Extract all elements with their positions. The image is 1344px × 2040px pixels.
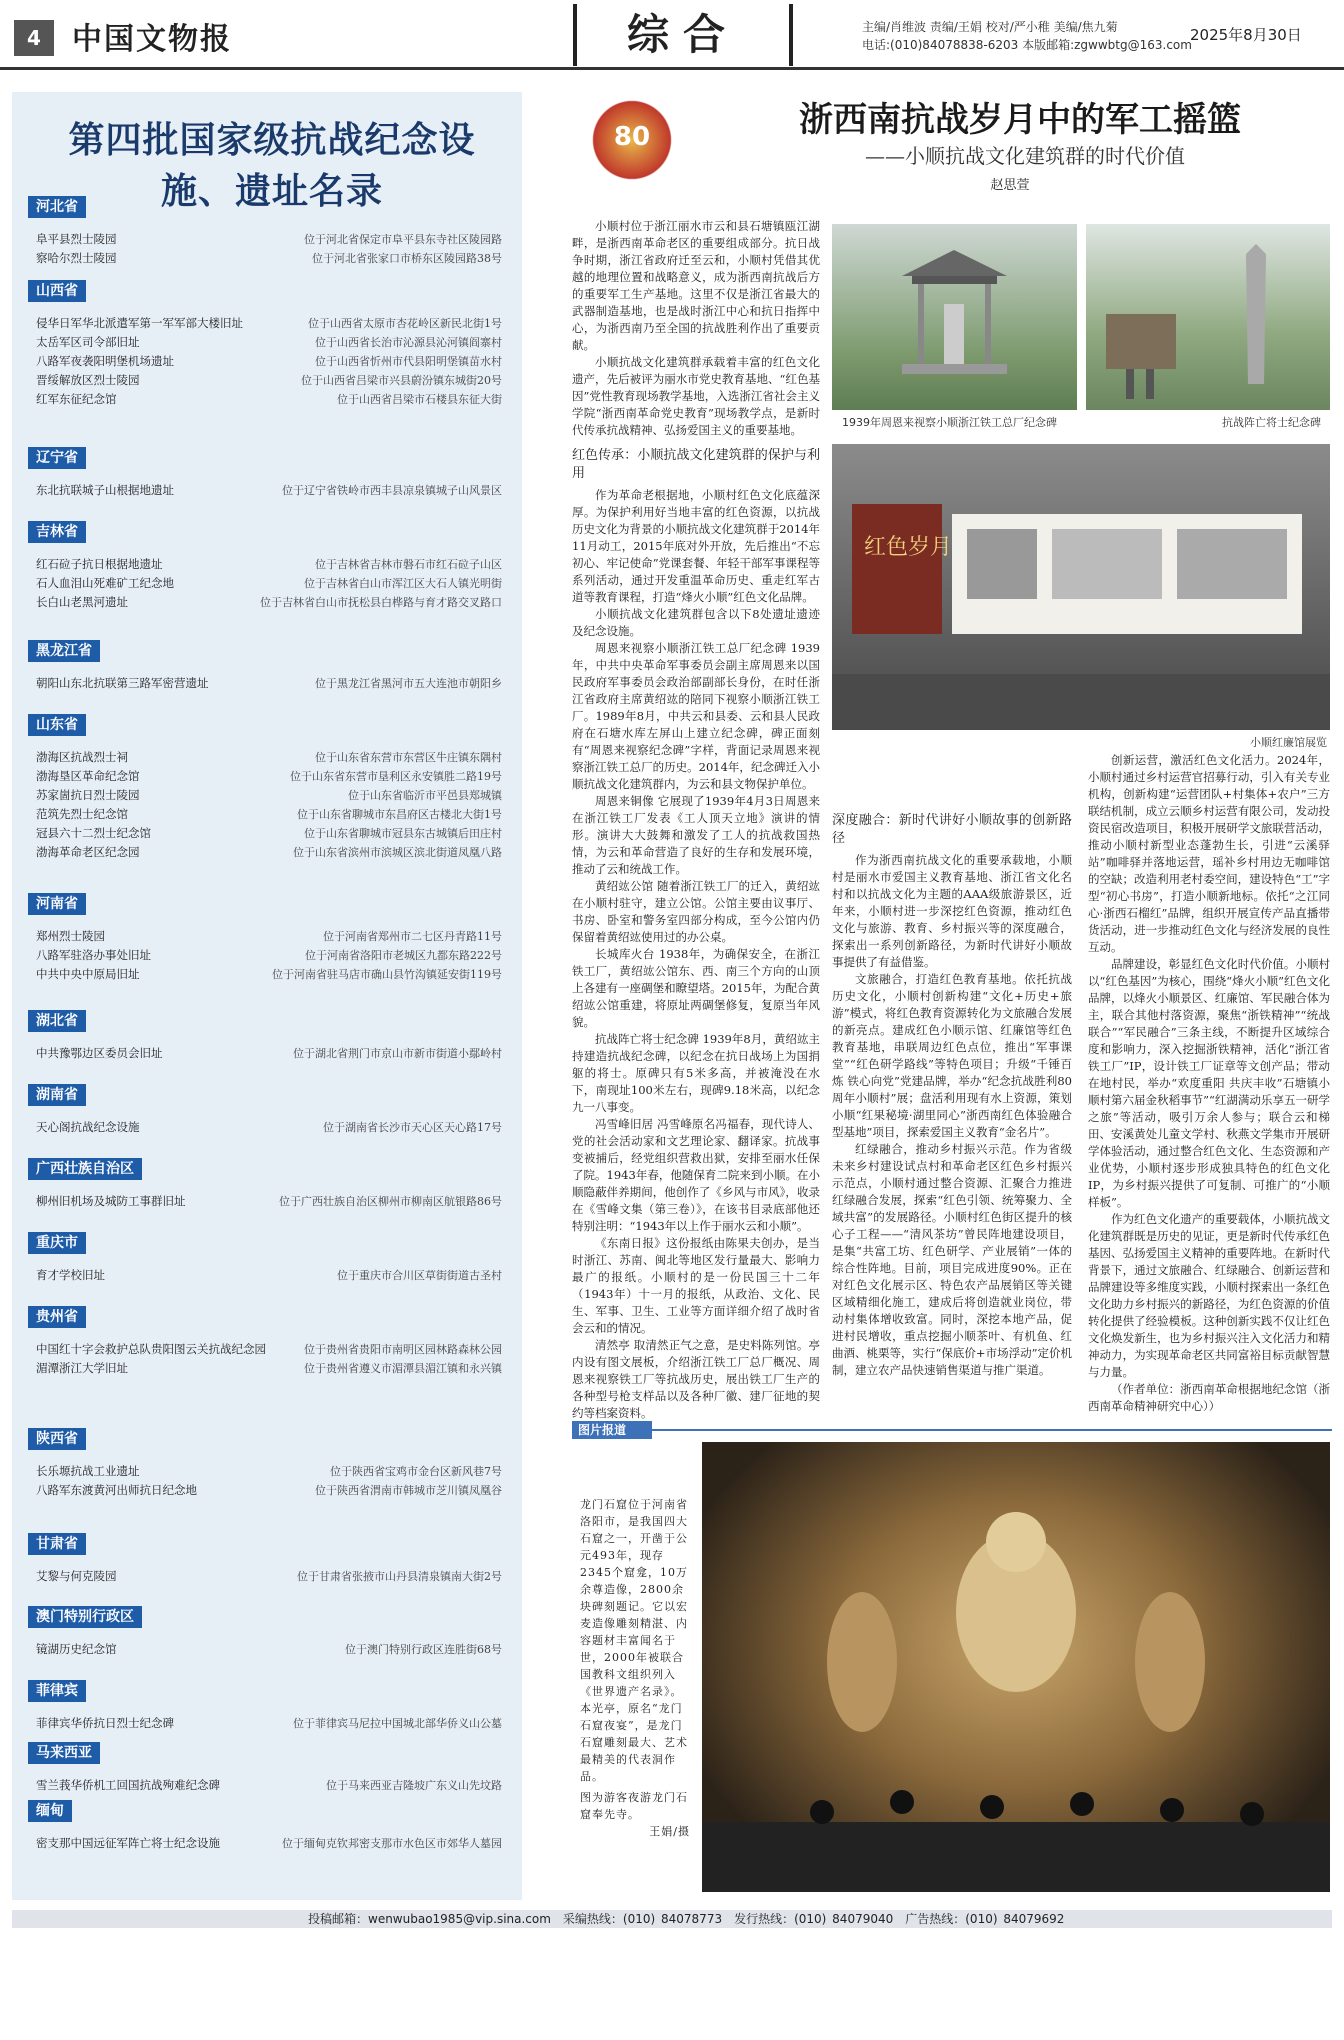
article-author: 赵思萱 xyxy=(990,178,1030,193)
memorial-name: 八路军夜袭阳明堡机场遗址 xyxy=(36,354,174,368)
province-heading: 辽宁省 xyxy=(28,447,86,469)
paragraph: 黄绍竑公馆 随着浙江铁工厂的迁入，黄绍竑在小顺村驻守，建立公馆。公馆主要由议事厅、书房、卧室和警务室四部分构成，至今公馆内仍保留着黄绍竑使用过的办公桌。 xyxy=(572,879,820,944)
memorial-name: 石人血泪山死难矿工纪念地 xyxy=(36,576,174,590)
memorial-address: 位于山西省吕梁市兴县蔚汾镇东城街20号 xyxy=(301,374,502,387)
memorial-address: 位于河北省张家口市桥东区陵园路38号 xyxy=(312,252,502,265)
memorial-address: 位于山东省东营市东营区牛庄镇东隅村 xyxy=(315,751,502,764)
memorial-entry xyxy=(28,1776,502,1795)
province-heading: 吉林省 xyxy=(28,521,86,543)
province-heading: 菲律宾 xyxy=(28,1680,86,1702)
memorial-address: 位于山东省临沂市平邑县郑城镇 xyxy=(348,789,502,802)
newspaper-logo: 中国文物报 xyxy=(72,22,232,57)
memorial-address: 位于河南省驻马店市确山县竹沟镇延安街119号 xyxy=(272,968,502,981)
province-group xyxy=(28,1084,502,1137)
province-group xyxy=(28,1232,502,1285)
paragraph: 小顺村位于浙江丽水市云和县石塘镇瓯江湖畔，是浙西南革命老区的重要组成部分。抗日战争时期，浙江省政府迁至云和，小顺村凭借其优越的地理位置和战略意义，成为浙西南抗战后方的重要军工生产基地。这里不仅是浙江省最大的武器制造基地，也是战时浙江中心和抗日指挥中心，为浙西南乃至全国的抗战胜利作出了重要贡献。 xyxy=(572,219,820,352)
memorial-address: 位于吉林省吉林市磐石市红石砬子山区 xyxy=(315,558,502,571)
footer-contact: 投稿邮箱：wenwubao1985@vip.sina.com 采编热线：(010) 84078773 发行热线：(010) 84079040 广告热线：(010) 84079692 xyxy=(12,1910,1332,1928)
memorial-name: 范筑先烈士纪念馆 xyxy=(36,807,128,821)
province-heading: 贵州省 xyxy=(28,1306,86,1328)
subhead-1: 红色传承：小顺抗战文化建筑群的保护与利用 xyxy=(572,448,820,481)
memorial-name: 渤海革命老区纪念园 xyxy=(36,845,140,859)
memorial-name: 阜平县烈士陵园 xyxy=(36,232,117,246)
memorial-address: 位于山西省忻州市代县阳明堡镇苗水村 xyxy=(315,355,502,368)
memorial-address: 位于吉林省白山市浑江区大石人镇光明街 xyxy=(304,577,502,590)
memorial-entry xyxy=(28,1266,502,1285)
province-heading: 湖南省 xyxy=(28,1084,86,1106)
memorial-entry xyxy=(28,333,502,352)
memorial-entry xyxy=(28,843,502,862)
memorial-address: 位于河南省郑州市二七区丹青路11号 xyxy=(323,930,502,943)
masthead xyxy=(0,0,1344,70)
province-heading: 湖北省 xyxy=(28,1010,86,1032)
memorial-address: 位于黑龙江省黑河市五大连池市朝阳乡 xyxy=(315,677,502,690)
memorial-name: 八路军东渡黄河出师抗日纪念地 xyxy=(36,1483,197,1497)
monument-photo xyxy=(1086,224,1330,410)
section-title: 综合 xyxy=(573,4,793,66)
memorial-name: 朝阳山东北抗联第三路军密营遗址 xyxy=(36,676,209,690)
memorial-address: 位于山西省长治市沁源县沁河镇阎寨村 xyxy=(315,336,502,349)
article-column-3 xyxy=(1088,752,1330,1412)
anniversary-badge: 80 xyxy=(582,100,682,180)
exhibit-sign: 红色岁月 xyxy=(864,535,953,560)
subhead-2: 深度融合：新时代讲好小顺故事的创新路径 xyxy=(832,813,1072,846)
province-group xyxy=(28,1306,502,1378)
province-group xyxy=(28,1428,502,1500)
paragraph: 文旅融合，打造红色教育基地。依托抗战历史文化，小顺村创新构建“文化+历史+旅游”模式，将红色教育资源转化为文旅融合发展的新亮点。建成红色小顺示馆、红廉馆等红色教育基地，串联周边红色点位，推出“军事课堂”“红色研学路线”等特色项目；升级“千锤百炼 铁心向党”党建品牌，举办“纪念抗战胜利80周年小顺村”展；盘活利用现有水上资源，策划小顺“红果秘境·湖里同心”浙西南红色体验融合型基地”项目，探索爱国主义教育“金名片”。 xyxy=(832,972,1072,1139)
memorial-name: 长白山老黑河遗址 xyxy=(36,595,128,609)
memorial-entry xyxy=(28,230,502,249)
memorial-entry xyxy=(28,481,502,500)
paragraph: 作为革命老根据地，小顺村红色文化底蕴深厚。为保护利用好当地丰富的红色资源，以抗战历史文化为背景的小顺抗战文化建筑群于2014年11月动工，2015年底对外开放，先后推出“不忘初心、牢记使命”党课套餐、年轻干部军事课程等系列活动，通过开发重温革命历史、重走红军古道等教育课程，打造“烽火小顺”红色文化品牌。 xyxy=(572,488,820,604)
memorial-name: 菲律宾华侨抗日烈士纪念碑 xyxy=(36,1716,174,1730)
province-heading: 缅甸 xyxy=(28,1800,72,1822)
memorial-address: 位于山东省东营市垦利区永安镇胜二路19号 xyxy=(290,770,502,783)
longmen-grottoes-photo xyxy=(702,1442,1330,1892)
photo-caption-2: 抗战阵亡将士纪念碑 xyxy=(1222,416,1321,429)
province-heading: 陕西省 xyxy=(28,1428,86,1450)
province-heading: 甘肃省 xyxy=(28,1533,86,1555)
memorial-address: 位于贵州省遵义市湄潭县湄江镇和永兴镇 xyxy=(304,1362,502,1375)
paragraph: 红绿融合，推动乡村振兴示范。作为省级未来乡村建设试点村和革命老区红色乡村振兴示范点，小顺村通过整合资源、汇聚合力推进红绿融合发展，探索“红色引领、统筹聚力、全域共富”的发展路径。小顺村红色街区提升的核心子工程——“清风茶坊”曾民阵地建设项目，是集“共富工坊、红色研学、产业展销”一体的综合性阵地。目前，项目完成进度90%。正在对红色文化展示区、特色农产品展销区等关键区域精细化施工，建成后将创造就业岗位，带动村集体增收致富。同时，深挖本地产品，促进村民增收，重点挖掘小顺茶叶、有机鱼、红曲酒、桃栗等，实行“保底价+市场浮动”定价机制，建立农产品快速销售渠道与推广渠道。 xyxy=(832,1142,1072,1377)
province-group xyxy=(28,196,502,268)
memorial-address: 位于陕西省渭南市韩城市芝川镇凤凰谷 xyxy=(315,1484,502,1497)
memorial-address: 位于河北省保定市阜平县东寺社区陵园路 xyxy=(304,233,502,246)
memorial-entry xyxy=(28,1044,502,1063)
memorial-entry xyxy=(28,1640,502,1659)
memorial-address: 位于缅甸克钦邦密支那市水色区市郊华人墓园 xyxy=(282,1837,502,1850)
photo-report-label: 图片报道 xyxy=(572,1421,652,1439)
memorial-entry xyxy=(28,927,502,946)
paragraph: 周恩来铜像 它展现了1939年4月3日周恩来在浙江铁工厂发表《工人顶天立地》演讲的情形。演讲大大鼓舞和激发了工人的抗战救国热情，为云和革命营造了良好的生存和发展环境，推动了云和统战工作。 xyxy=(572,794,820,876)
memorial-address: 位于湖北省荆门市京山市新市街道小鄢岭村 xyxy=(293,1047,502,1060)
memorial-entry xyxy=(28,314,502,333)
paragraph: 作为浙西南抗战文化的重要承载地，小顺村是丽水市爱国主义教育基地、浙江省文化名村和以抗战文化为主题的AAA级旅游景区，近年来，小顺村进一步深挖红色资源，推动红色文化与旅游、教育、乡村振兴等的深度融合，探索出一系列创新路径，为新时代讲好小顺故事提供了有益借鉴。 xyxy=(832,853,1072,969)
memorial-name: 红军东征纪念馆 xyxy=(36,392,117,406)
memorial-entry xyxy=(28,1118,502,1137)
memorial-entry xyxy=(28,824,502,843)
memorial-entry xyxy=(28,249,502,268)
memorial-address: 位于甘肃省张掖市山丹县清泉镇南大街2号 xyxy=(297,1570,502,1583)
issue-date: 2025年8月30日 xyxy=(1190,26,1302,44)
province-group xyxy=(28,1533,502,1586)
province-group xyxy=(28,640,502,693)
photo-caption-1: 1939年周恩来视察小顺浙江铁工总厂纪念碑 xyxy=(842,416,1057,429)
memorial-pavilion-photo xyxy=(832,224,1077,410)
memorial-name: 中国红十字会救护总队贵阳图云关抗战纪念园 xyxy=(36,1342,266,1356)
memorial-entry xyxy=(28,748,502,767)
memorial-address: 位于重庆市合川区草街街道古圣村 xyxy=(337,1269,502,1282)
memorial-entry xyxy=(28,390,502,409)
paragraph: 《东南日报》这份报纸由陈果夫创办，是当时浙江、苏南、闽北等地区发行量最大、影响力最广的报纸。小顺村的是一份民国三十二年（1943年）十一月的报纸，从政治、文化、民生、军事、卫生、工业等方面详细介绍了战时省会云和的情况。 xyxy=(572,1236,820,1335)
memorial-address: 位于山东省聊城市东昌府区古楼北大街1号 xyxy=(297,808,502,821)
memorial-address: 位于澳门特别行政区连胜街68号 xyxy=(345,1643,502,1656)
province-heading: 山东省 xyxy=(28,714,86,736)
paragraph: 小顺抗战文化建筑群包含以下8处遗址遗迹及纪念设施。 xyxy=(572,607,820,638)
memorial-name: 苏家崮抗日烈士陵园 xyxy=(36,788,140,802)
list-title: 第四批国家级抗战纪念设施、遗址名录 xyxy=(68,119,476,212)
photo-report-caption: 龙门石窟位于河南省洛阳市，是我国四大石窟之一，开凿于公元493年，现存2345个窟龛，10万余尊造像，2800余块碑刻题记。它以宏麦造像雕刻精湛、内容题材丰富闻名于世，2000年被联合国教科文组织列入《世界遗产名录》。本光亭，原名“龙门石窟夜宴”，是龙门石窟雕刻最大、艺术最精美的代表洞作品。 图为游客夜游龙门石窟奉先寺。 王娟/摄 xyxy=(580,1498,690,1838)
paragraph: 小顺抗战文化建筑群承载着丰富的红色文化遗产，先后被评为丽水市党史教育基地、“红色基因”党性教育现场教学基地，入选浙江省社会主义学院“浙西南革命党史教育”现场教学点，是新时代传承抗战精神、弘扬爱国主义的重要基地。 xyxy=(572,355,820,437)
memorial-entry xyxy=(28,1192,502,1211)
memorial-name: 晋绥解放区烈士陵园 xyxy=(36,373,140,387)
memorial-address: 位于山东省聊城市冠县东古城镇后田庄村 xyxy=(304,827,502,840)
article-subtitle: ——小顺抗战文化建筑群的时代价值 xyxy=(865,144,1185,168)
memorial-entry xyxy=(28,555,502,574)
article-column-1 xyxy=(572,218,820,1418)
paragraph: 抗战阵亡将士纪念碑 1939年8月，黄绍竑主持建造抗战纪念碑，以纪念在抗日战场上为国捐躯的将士。原碑只有5米多高，并被淹没在水下，南现址100米左右，现碑9.18米高，以纪念九一八事变。 xyxy=(572,1032,820,1114)
memorial-name: 柳州旧机场及城防工事群旧址 xyxy=(36,1194,186,1208)
memorial-entry xyxy=(28,593,502,612)
memorial-name: 雪兰莪华侨机工回国抗战殉难纪念碑 xyxy=(36,1778,220,1792)
province-heading: 重庆市 xyxy=(28,1232,86,1254)
memorial-address: 位于菲律宾马尼拉中国城北部华侨义山公墓 xyxy=(293,1717,502,1730)
memorial-entry xyxy=(28,805,502,824)
memorial-name: 中共中央中原局旧址 xyxy=(36,967,140,981)
paragraph: 周恩来视察小顺浙江铁工总厂纪念碑 1939年，中共中央革命军事委员会副主席周恩来以国民政府军事委员会政治部副部长身份，在时任浙江省政府主席黄绍竑的陪同下视察小顺浙江铁工厂。1989年8月，中共云和县委、云和县人民政府在石塘水库左屏山上建立纪念碑，碑正面刻有“周恩来视察纪念碑”字样，背面记录周恩来视察浙江铁工总厂的历史。2014年，纪念碑迁入小顺抗战文化建筑群内，为云和县文物保护单位。 xyxy=(572,641,820,791)
memorial-name: 渤海区抗战烈士祠 xyxy=(36,750,128,764)
province-group xyxy=(28,1010,502,1063)
memorial-entry xyxy=(28,574,502,593)
memorial-entry xyxy=(28,1462,502,1481)
memorial-name: 渤海垦区革命纪念馆 xyxy=(36,769,140,783)
province-group xyxy=(28,1680,502,1733)
memorial-name: 密支那中国远征军阵亡将士纪念设施 xyxy=(36,1836,220,1850)
photo-caption-3: 小顺红廉馆展览 xyxy=(1250,736,1327,749)
province-heading: 澳门特别行政区 xyxy=(28,1606,142,1628)
province-group xyxy=(28,280,502,409)
memorial-name: 太岳军区司令部旧址 xyxy=(36,335,140,349)
memorial-name: 艾黎与何克陵园 xyxy=(36,1569,117,1583)
memorial-entry xyxy=(28,1481,502,1500)
memorial-name: 郑州烈士陵园 xyxy=(36,929,105,943)
memorial-name: 湄潭浙江大学旧址 xyxy=(36,1361,128,1375)
paragraph: 作为红色文化遗产的重要载体，小顺抗战文化建筑群既是历史的见证，更是新时代传承红色基因、弘扬爱国主义精神的重要阵地。在新时代背景下，通过文旅融合、红绿融合、创新运营和品牌建设等多维度实践，小顺村探索出一条红色文化助力乡村振兴的新路径，为红色资源的价值转化提供了经验模板。这种创新实践不仅让红色文化焕发新生，也为乡村振兴注入文化活力和精神动力，为实现革命老区共同富裕目标贡献智慧与力量。 xyxy=(1088,1212,1330,1379)
memorial-entry xyxy=(28,352,502,371)
memorial-entry xyxy=(28,371,502,390)
province-heading: 广西壮族自治区 xyxy=(28,1158,142,1180)
memorial-address: 位于湖南省长沙市天心区天心路17号 xyxy=(323,1121,502,1134)
memorial-entry xyxy=(28,965,502,984)
memorial-address: 位于陕西省宝鸡市金台区新风巷7号 xyxy=(330,1465,502,1478)
paragraph: 创新运营，激活红色文化活力。2024年，小顺村通过乡村运营官招募行动，引入有关专业机构，创新构建“运营团队+村集体+农户”三方联结机制，成立云顺乡村运营有限公司，发动投资民宿改造项目，积极开展研学文旅联营活动，推动小顺村新型业态蓬勃生长，引进“云溪驿站”咖啡驿并落地运营，瑶补乡村用边无咖啡馆的空缺；改造利用老村委空间，建设特色“工”字型“初心书房”，打造小顺新地标。依托“之江同心·浙西石榴红”品牌，组织开展宣传产品直播带货活动，进一步推动红色文化与经济发展的良性互动。 xyxy=(1088,753,1330,954)
memorial-entry xyxy=(28,786,502,805)
memorial-name: 冠县六十二烈士纪念馆 xyxy=(36,826,151,840)
province-group xyxy=(28,1742,502,1795)
memorial-entry xyxy=(28,1834,502,1853)
province-group xyxy=(28,714,502,862)
province-group xyxy=(28,447,502,500)
memorial-address: 位于山东省滨州市滨城区滨北街道凤凰八路 xyxy=(293,846,502,859)
paragraph: 冯雪峰旧居 冯雪峰原名冯福春，现代诗人、党的社会活动家和文艺理论家、翻译家。抗战事变被捕后，经党组织营救出狱，安排至丽水任保了院。1943年春，他随保育二院来到小顺。在小顺隐蔽伴养期间，他创作了《乡风与市风》，收录在《雪峰文集（第三卷）》，在该书目录底部他还特别注明：“1943年以上作于丽水云和小顺”。 xyxy=(572,1117,820,1233)
province-heading: 黑龙江省 xyxy=(28,640,100,662)
memorial-name: 长乐塬抗战工业遗址 xyxy=(36,1464,140,1478)
memorial-entry xyxy=(28,1359,502,1378)
article-column-2 xyxy=(832,752,1072,1412)
memorial-name: 红石砬子抗日根据地遗址 xyxy=(36,557,163,571)
memorial-address: 位于马来西亚吉隆坡广东义山先坟路 xyxy=(326,1779,502,1792)
paragraph: 长城库火台 1938年，为确保安全，在浙江铁工厂，黄绍竑公馆东、西、南三个方向的山顶上各建有一座碉堡和瞭望塔。2015年，为配合黄绍竑公馆重建，将原址两碉堡修复，复原当年风貌。 xyxy=(572,947,820,1029)
memorial-name: 东北抗联城子山根据地遗址 xyxy=(36,483,174,497)
paragraph: 品牌建设，彰显红色文化时代价值。小顺村以“红色基因”为核心，围绕“烽火小顺”红色文化品牌，以烽火小顺景区、红廉馆、军民融合体为主，联合其他村落资源，聚焦“浙铁精神”“统战联合”“军民融合”三条主线，不断提升区域综合度和影响力，深入挖掘浙铁精神，活化“浙江省铁工厂”IP，设计铁工厂证章等文创产品；带动在地村民，举办“欢度重阳 共庆丰收”石塘镇小顺村第六届金秋稻事节”“红湖满动乐享五一研学之旅”等活动，吸引万余人参与；联合云和梯田、安溪黄处儿童文学村、秋燕文学集市开展研学体验活动，通过整合红色文化、生态资源和产业优势，小顺村逐步形成独具特色的红色文化IP，为乡村振兴提供了可复制、可推广的“小顺样板”。 xyxy=(1088,957,1331,1209)
memorial-address: 位于河南省洛阳市老城区九都东路222号 xyxy=(305,949,502,962)
memorial-name: 中共豫鄂边区委员会旧址 xyxy=(36,1046,163,1060)
province-group xyxy=(28,893,502,984)
province-heading: 河南省 xyxy=(28,893,86,915)
page-number: 4 xyxy=(14,20,54,56)
memorial-entry xyxy=(28,1714,502,1733)
memorial-address: 位于贵州省贵阳市南明区园林路森林公园 xyxy=(304,1343,502,1356)
province-group xyxy=(28,1606,502,1659)
province-heading: 山西省 xyxy=(28,280,86,302)
memorial-entry xyxy=(28,674,502,693)
memorial-name: 八路军驻洛办事处旧址 xyxy=(36,948,151,962)
exhibition-hall-photo xyxy=(832,444,1330,730)
memorial-name: 察哈尔烈士陵园 xyxy=(36,251,117,265)
memorial-address: 位于吉林省白山市抚松县白桦路与育才路交叉路口 xyxy=(260,596,502,609)
province-group xyxy=(28,521,502,612)
memorial-name: 天心阁抗战纪念设施 xyxy=(36,1120,140,1134)
photo-report-rule xyxy=(652,1429,1332,1431)
memorial-entry xyxy=(28,767,502,786)
memorial-address: 位于山西省吕梁市石楼县东征大街 xyxy=(337,393,502,406)
memorial-entry xyxy=(28,1567,502,1586)
province-group xyxy=(28,1800,502,1853)
editor-info: 主编/肖维波 责编/王娟 校对/严小稚 美编/焦九菊 电话:(010)84078838-6203 本版邮箱:zgwwbtg@163.com xyxy=(862,20,1192,52)
province-heading: 河北省 xyxy=(28,196,86,218)
memorial-address: 位于广西壮族自治区柳州市柳南区航银路86号 xyxy=(279,1195,502,1208)
memorial-entry xyxy=(28,1340,502,1359)
memorial-address: 位于辽宁省铁岭市西丰县凉泉镇城子山风景区 xyxy=(282,484,502,497)
memorial-address: 位于山西省太原市杏花岭区新民北街1号 xyxy=(308,317,502,330)
memorial-name: 侵华日军华北派遣军第一军军部大楼旧址 xyxy=(36,316,243,330)
memorial-name: 育才学校旧址 xyxy=(36,1268,105,1282)
article-title: 浙西南抗战岁月中的军工摇篮 xyxy=(799,100,1241,140)
province-group xyxy=(28,1158,502,1211)
memorial-name: 镜湖历史纪念馆 xyxy=(36,1642,117,1656)
province-heading: 马来西亚 xyxy=(28,1742,100,1764)
memorial-entry xyxy=(28,946,502,965)
paragraph: （作者单位：浙西南革命根据地纪念馆（浙西南革命精神研究中心）） xyxy=(1088,1382,1330,1413)
paragraph: 清然亭 取清然正气之意，是史料陈列馆。亭内设有图文展板，介绍浙江铁工厂总厂概况、周恩来视察铁工厂等抗战历史，展出铁工厂生产的各种型号枪支样品以及各种厂徽、建厂征地的契约等档案资料。 xyxy=(572,1338,820,1420)
